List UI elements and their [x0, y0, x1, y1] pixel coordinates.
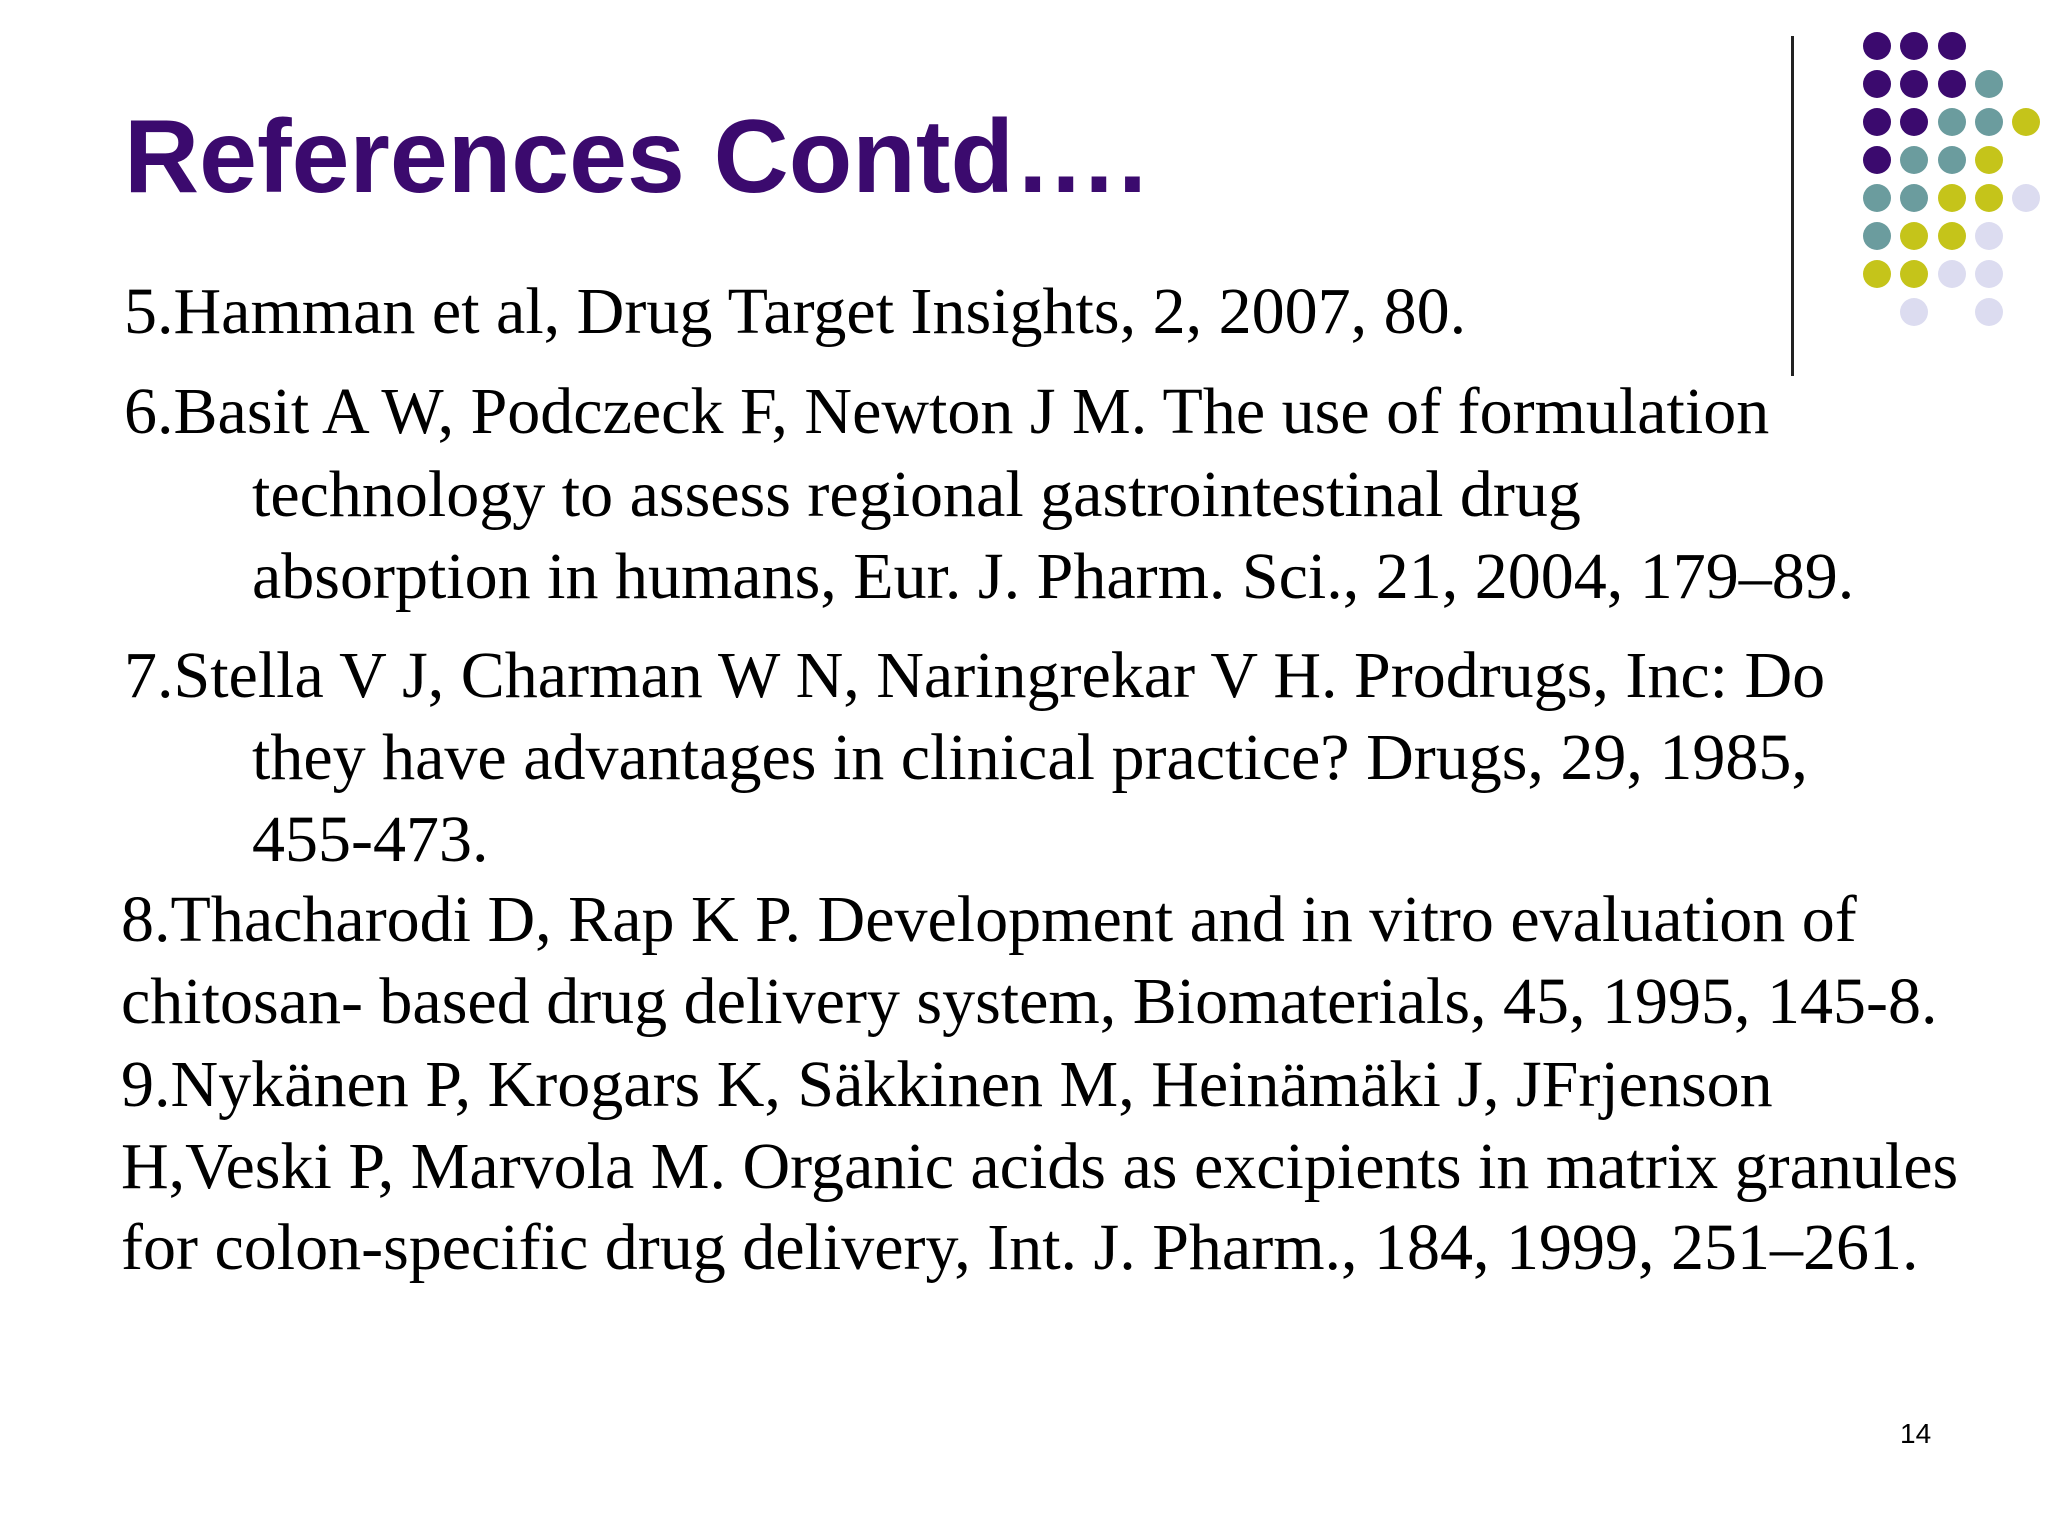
reference-5-line-1: 5.Hamman et al, Drug Target Insights, 2, 2007, 80.: [124, 275, 1467, 348]
reference-9-line-1: 9.Nykänen P, Krogars K, Säkkinen M, Heinämäki J, JFrjenson: [121, 1048, 1773, 1121]
decorative-dot: [1900, 108, 1928, 136]
decorative-dot: [1975, 146, 2003, 174]
decorative-dot: [1900, 70, 1928, 98]
decorative-dot: [1975, 298, 2003, 326]
decorative-dot: [1938, 32, 1966, 60]
decorative-dot: [1900, 222, 1928, 250]
reference-8-line-1: 8.Thacharodi D, Rap K P. Development and in vitro evaluation of: [121, 883, 1857, 956]
decorative-dot: [1900, 184, 1928, 212]
reference-6-line-1: 6.Basit A W, Podczeck F, Newton J M. The use of formulation: [124, 375, 1770, 448]
vertical-divider: [1791, 36, 1794, 376]
reference-9-line-2: H,Veski P, Marvola M. Organic acids as excipients in matrix granules: [121, 1130, 1959, 1203]
decorative-dot: [1900, 260, 1928, 288]
decorative-dot: [1900, 298, 1928, 326]
slide-title: References Contd….: [124, 99, 1147, 215]
reference-8-line-2: chitosan- based drug delivery system, Biomaterials, 45, 1995, 145-8.: [121, 965, 1938, 1038]
decorative-dot: [1938, 260, 1966, 288]
decorative-dot: [2012, 108, 2040, 136]
reference-6-line-3: absorption in humans, Eur. J. Pharm. Sci., 21, 2004, 179–89.: [252, 540, 1855, 613]
decorative-dot: [2012, 184, 2040, 212]
decorative-dot: [1863, 222, 1891, 250]
decorative-dot: [1975, 184, 2003, 212]
decorative-dot: [1863, 108, 1891, 136]
decorative-dot: [1975, 108, 2003, 136]
decorative-dot: [1938, 222, 1966, 250]
decorative-dot: [1863, 32, 1891, 60]
decorative-dot: [1863, 146, 1891, 174]
decorative-dot: [1938, 70, 1966, 98]
page-number: 14: [1900, 1418, 1932, 1449]
reference-7-line-1: 7.Stella V J, Charman W N, Naringrekar V H. Prodrugs, Inc: Do: [124, 639, 1826, 712]
decorative-dot: [1900, 146, 1928, 174]
reference-7-line-3: 455-473.: [252, 803, 489, 876]
reference-9-line-3: for colon-specific drug delivery, Int. J. Pharm., 184, 1999, 251–261.: [121, 1211, 1919, 1284]
decorative-dot: [1863, 70, 1891, 98]
decorative-dot: [1975, 260, 2003, 288]
reference-6-line-2: technology to assess regional gastrointestinal drug: [252, 458, 1581, 531]
decorative-dot: [1863, 260, 1891, 288]
decorative-dot: [1938, 184, 1966, 212]
decorative-dot: [1863, 184, 1891, 212]
reference-7-line-2: they have advantages in clinical practice? Drugs, 29, 1985,: [252, 721, 1808, 794]
decorative-dot: [1975, 70, 2003, 98]
decorative-dot: [1975, 222, 2003, 250]
decorative-dot: [1938, 108, 1966, 136]
decorative-dot: [1938, 146, 1966, 174]
decorative-dot: [1900, 32, 1928, 60]
